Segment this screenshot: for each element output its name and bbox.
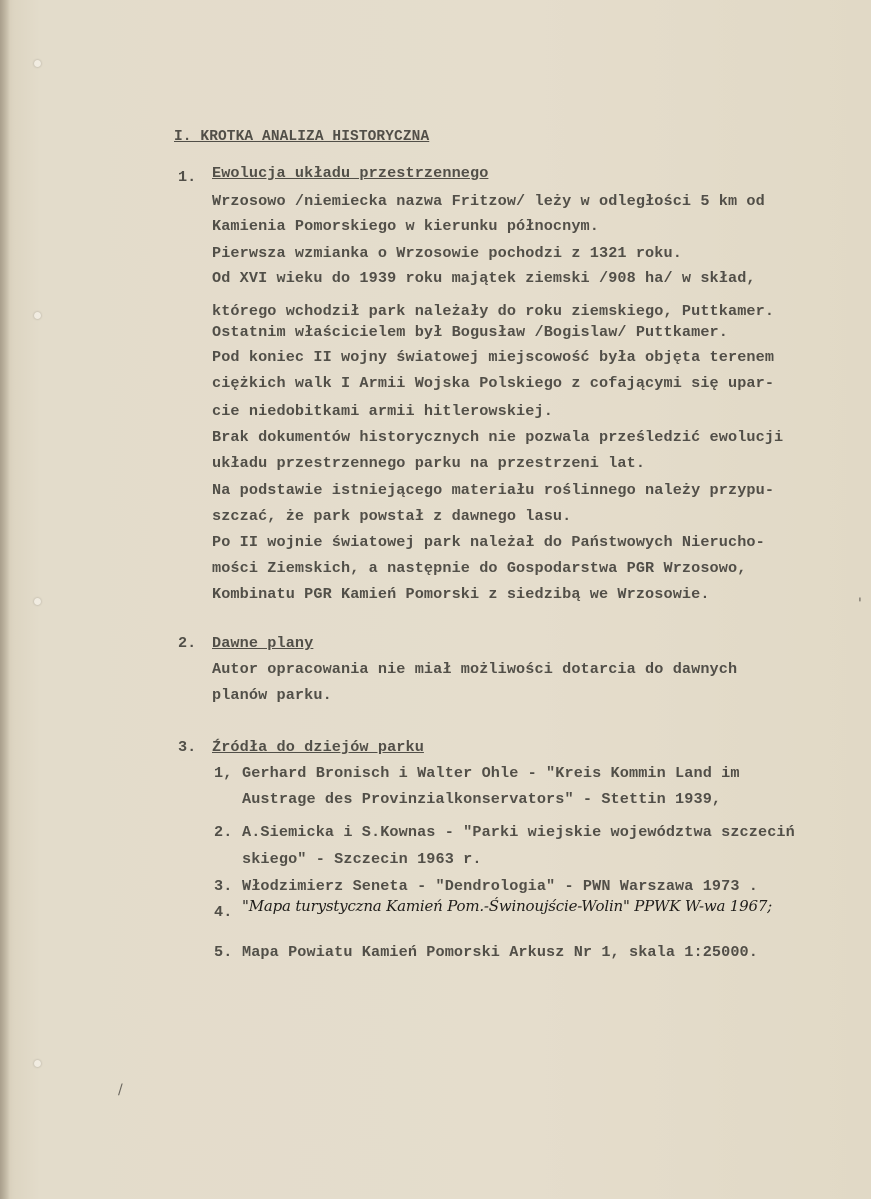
- text-line: mości Ziemskich, a następnie do Gospodarstwa PGR Wrzosowo,: [212, 559, 747, 577]
- text-line: Autor opracowania nie miał możliwości dotarcia do dawnych: [212, 660, 738, 678]
- source-4-number: 4.: [214, 903, 233, 921]
- source-1-number: 1,: [214, 764, 233, 782]
- text-line: Pod koniec II wojny światowej miejscowość była objęta terenem: [212, 348, 775, 366]
- text-line: Na podstawie istniejącego materiału roślinnego należy przypu-: [212, 481, 775, 499]
- text-line: Wrzosowo /niemiecka nazwa Fritzow/ leży w odległości 5 km od: [212, 192, 765, 210]
- source-2-line: A.Siemicka i S.Kownas - "Parki wiejskie województwa szczeciń: [242, 823, 795, 841]
- source-1-line: Gerhard Bronisch i Walter Ohle - "Kreis Kommin Land im: [242, 764, 740, 782]
- page-edge-shadow: [0, 0, 10, 1199]
- source-5-number: 5.: [214, 943, 233, 961]
- section-3-title: Źródła do dziejów parku: [212, 738, 424, 756]
- stray-mark: /: [118, 1082, 123, 1098]
- text-line: Kombinatu PGR Kamień Pomorski z siedzibą we Wrzosowie.: [212, 585, 710, 603]
- binder-hole: [34, 60, 41, 67]
- section-1-title: Ewolucja układu przestrzennego: [212, 164, 489, 182]
- source-1-line: Austrage des Provinzialkonservators" - Stettin 1939,: [242, 790, 722, 808]
- document-heading: I. KROTKA ANALIZA HISTORYCZNA: [174, 129, 430, 145]
- stray-mark: ': [858, 596, 862, 612]
- text-line: Od XVI wieku do 1939 roku majątek ziemski /908 ha/ w skład,: [212, 269, 756, 287]
- text-line: cie niedobitkami armii hitlerowskiej.: [212, 402, 553, 420]
- text-line: Pierwsza wzmianka o Wrzosowie pochodzi z 1321 roku.: [212, 244, 682, 262]
- source-2-number: 2.: [214, 823, 233, 841]
- text-line: ciężkich walk I Armii Wojska Polskiego z cofającymi się upar-: [212, 374, 775, 392]
- text-line: planów parku.: [212, 686, 332, 704]
- binder-hole: [34, 312, 41, 319]
- text-line: Kamienia Pomorskiego w kierunku północnym.: [212, 217, 599, 235]
- source-5-line: Mapa Powiatu Kamień Pomorski Arkusz Nr 1, skala 1:25000.: [242, 943, 758, 961]
- text-line: Ostatnim właścicielem był Bogusław /Bogislaw/ Puttkamer.: [212, 323, 728, 341]
- text-line: układu przestrzennego parku na przestrzeni lat.: [212, 454, 646, 472]
- source-3-line: Włodzimierz Seneta - "Dendrologia" - PWN Warszawa 1973 .: [242, 877, 758, 895]
- section-1-number: 1.: [178, 168, 197, 186]
- text-line: Po II wojnie światowej park należał do Państwowych Nierucho-: [212, 533, 765, 551]
- source-2-line: skiego" - Szczecin 1963 r.: [242, 850, 482, 868]
- binder-hole: [34, 598, 41, 605]
- source-4-handwritten-line: "Mapa turystyczna Kamień Pom.-Świnoujście-Wolin" PPWK W-wa 1967;: [242, 897, 773, 915]
- source-3-number: 3.: [214, 877, 233, 895]
- binder-hole: [34, 1060, 41, 1067]
- text-line: którego wchodził park należały do roku ziemskiego, Puttkamer.: [212, 302, 775, 320]
- section-2-title: Dawne plany: [212, 634, 314, 652]
- section-2-number: 2.: [178, 634, 197, 652]
- text-line: Brak dokumentów historycznych nie pozwala prześledzić ewolucji: [212, 428, 784, 446]
- text-line: szczać, że park powstał z dawnego lasu.: [212, 507, 572, 525]
- section-3-number: 3.: [178, 738, 197, 756]
